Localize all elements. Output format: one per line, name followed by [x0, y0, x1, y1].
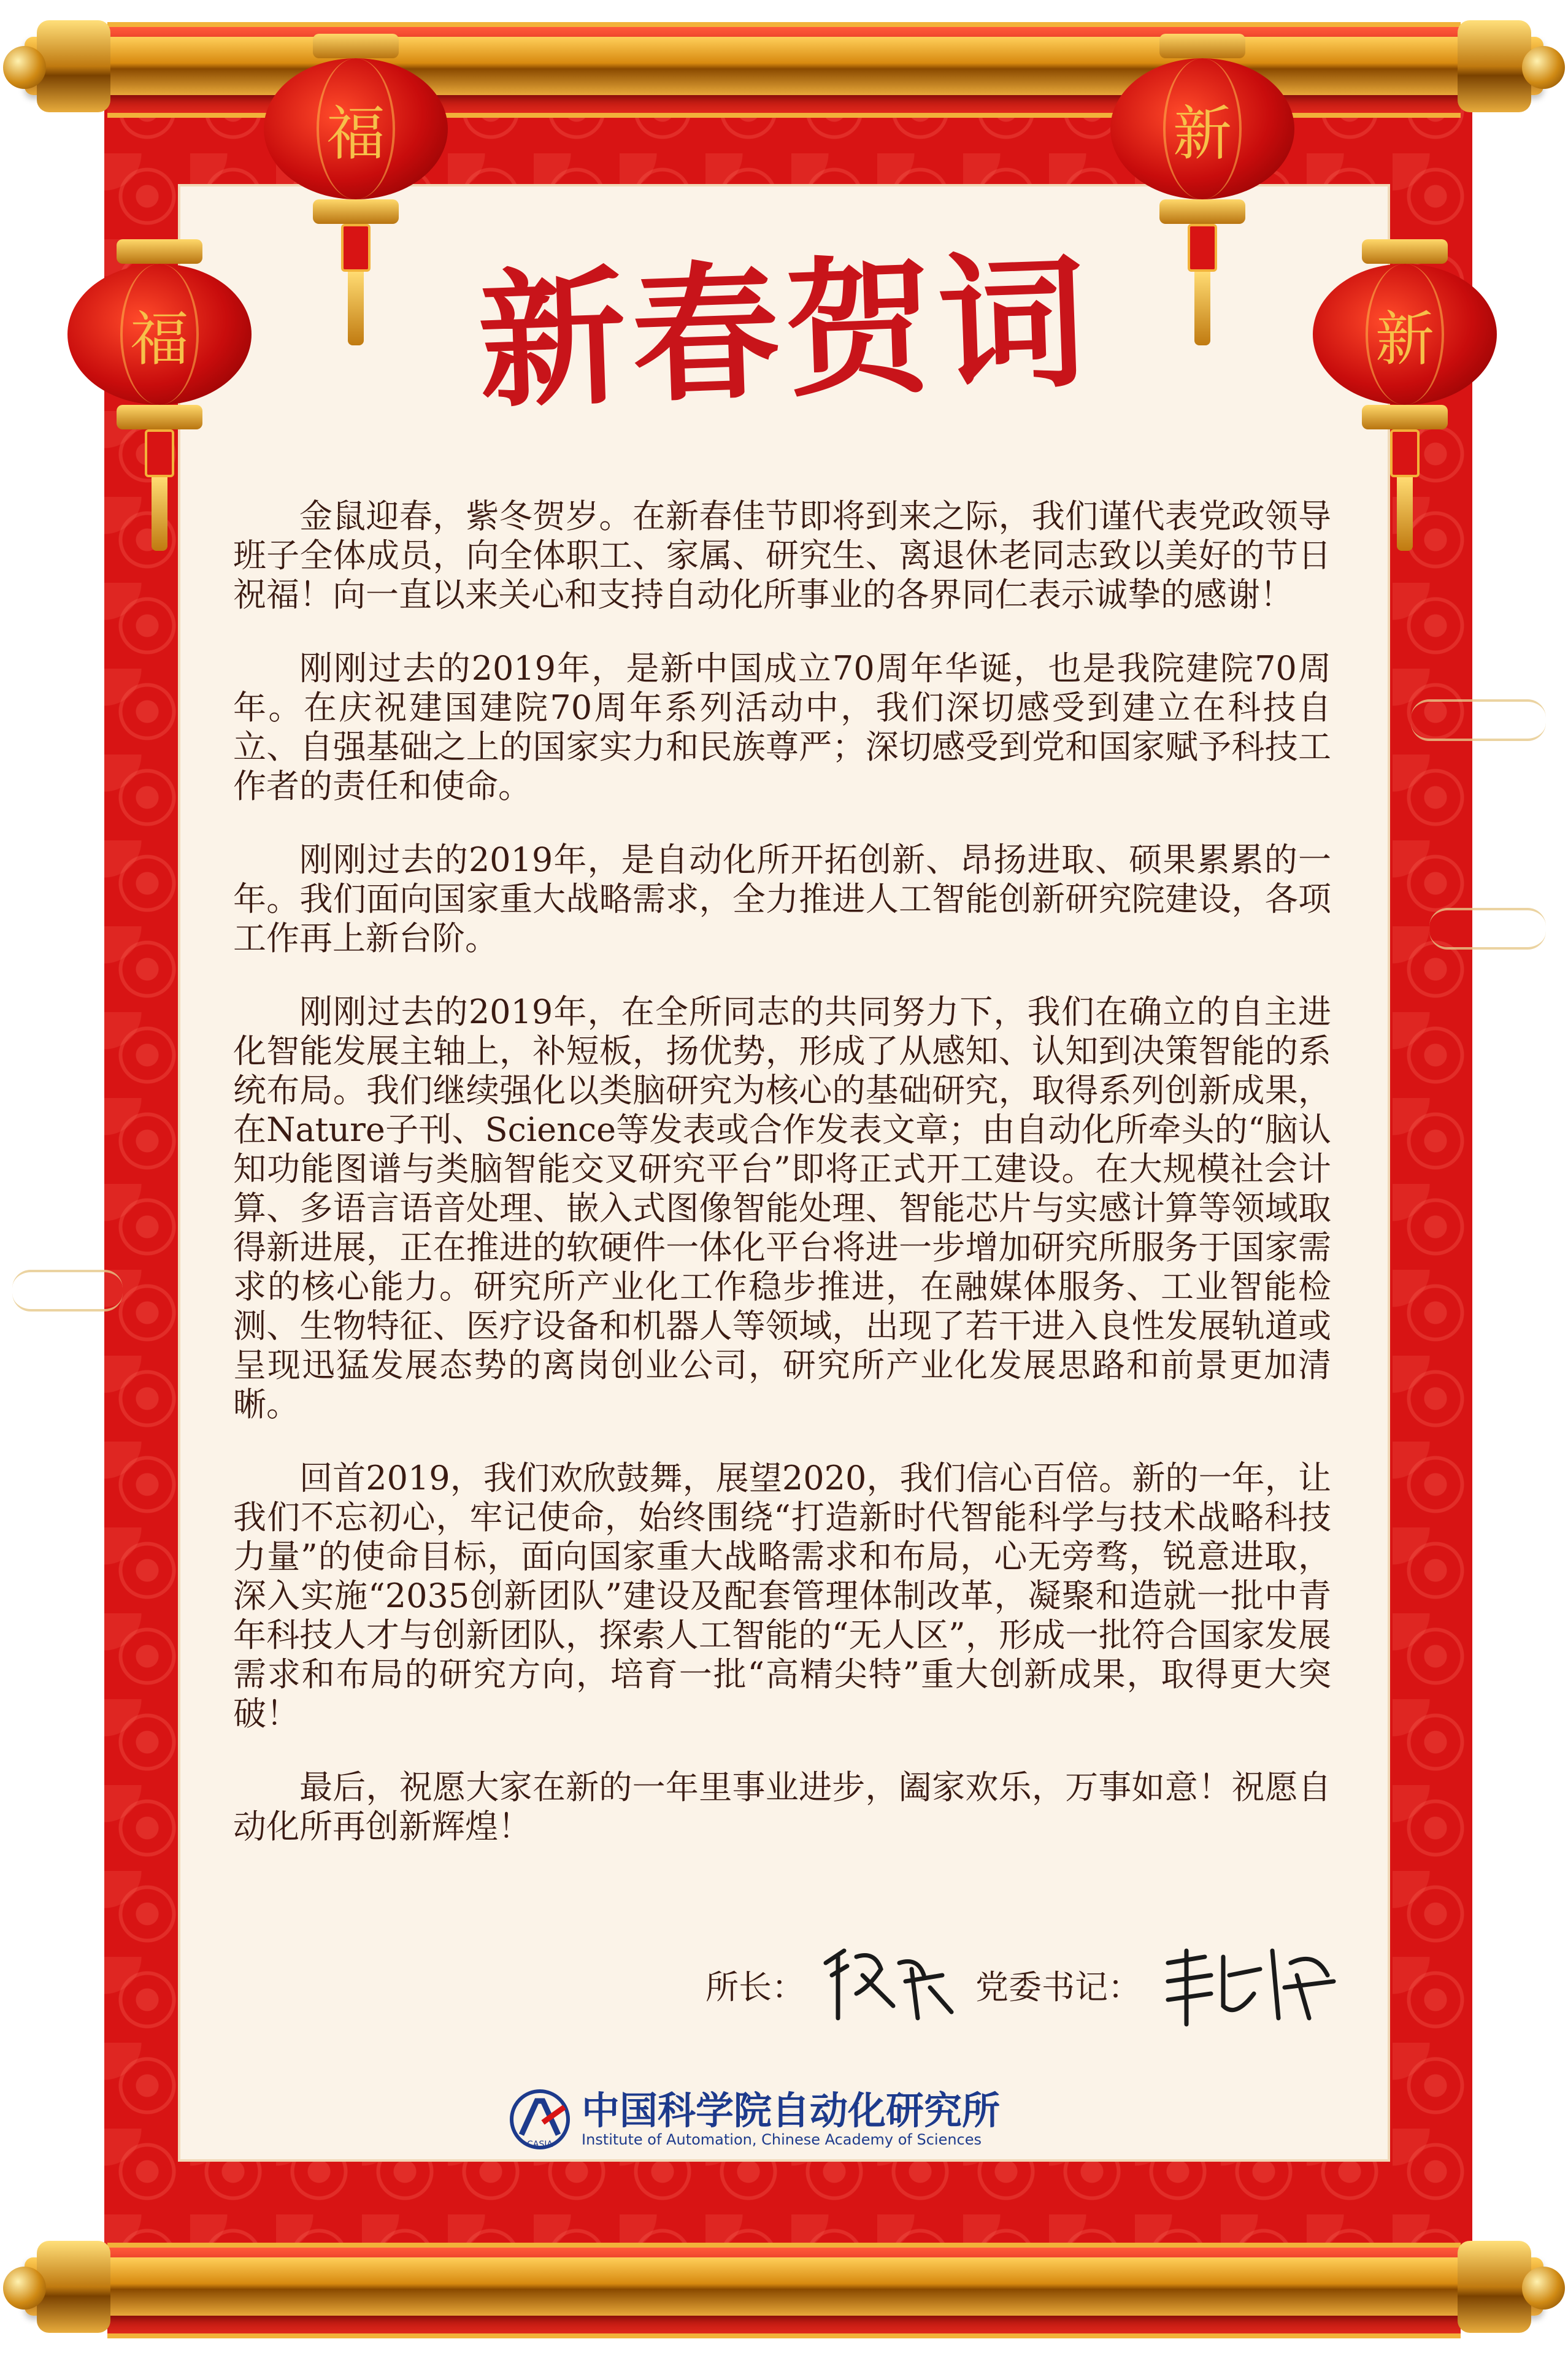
lantern-body: [1313, 264, 1497, 405]
lantern-cap: [1362, 405, 1448, 429]
paragraph: 回首2019，我们欢欣鼓舞，展望2020，我们信心百倍。新的一年，让我们不忘初心，牢记使命，始终围绕“打造新时代智能科学与技术战略科技力量”的使命目标，面向国家重大战略需求和布局，心无旁骛，锐意进取，深入实施“2035创新团队”建设及配套管理体制改革，凝聚和造就一批中青年科技人才与创新团队，探索人工智能的“无人区”，形成一批符合国家发展需求和布局的研究方向，培育一批“高精尖特”重大创新成果，取得更大突破！: [233, 1459, 1331, 1733]
lantern-tassel: [1194, 272, 1210, 345]
lantern-character: 福: [130, 304, 189, 374]
top-left-rod-knob: [3, 46, 46, 89]
director-handwritten-signature: [820, 1938, 961, 2030]
swirl-decoration: [1429, 908, 1546, 950]
paragraph: 刚刚过去的2019年，在全所同志的共同努力下，我们在确立的自主进化智能发展主轴上，补短板，扬优势，形成了从感知、认知到决策智能的系统布局。我们继续强化以类脑研究为核心的基础研究，取得系列创新成果，在Nature子刊、Science等发表或合作发表文章；由自动化所牵头的“脑认知功能图谱与类脑智能交叉研究平台”即将正式开工建设。在大规模社会计算、多语言语音处理、嵌入式图像智能处理、智能芯片与实感计算等领域取得新进展，正在推进的软硬件一体化平台将进一步增加研究所服务于国家需求的核心能力。研究所产业化工作稳步推进，在融媒体服务、工业智能检测、生物特征、医疗设备和机器人等领域，出现了若干进入良性发展轨道或呈现迅猛发展态势的离岗创业公司，研究所产业化发展思路和前景更加清晰。: [233, 993, 1331, 1424]
lantern-cap: [313, 199, 399, 224]
secretary-handwritten-signature: [1156, 1938, 1340, 2030]
lantern: [264, 34, 448, 345]
paragraph: 金鼠迎春，紫冬贺岁。在新春佳节即将到来之际，我们谨代表党政领导班子全体成员，向全体职工、家属、研究生、离退休老同志致以美好的节日祝福！向一直以来关心和支持自动化所事业的各界同仁表示诚挚的感谢！: [233, 497, 1331, 614]
top-right-rod-knob: [1522, 46, 1565, 89]
lantern-cap: [1362, 239, 1448, 264]
institute-name-en: Institute of Automation, Chinese Academy of Sciences: [582, 2131, 982, 2148]
bottom-right-rod-knob: [1522, 2267, 1565, 2310]
logo-abbreviation: CASIA: [527, 2140, 553, 2149]
institute-name-cn: 中国科学院自动化研究所: [582, 2088, 1001, 2133]
lantern-cap: [1159, 199, 1245, 224]
lantern-cap: [1159, 34, 1245, 58]
lantern-tassel: [152, 477, 167, 551]
lantern-cap: [117, 239, 202, 264]
top-left-rod-cap: [37, 20, 110, 112]
signature-line: [705, 1932, 1343, 2037]
lantern: [67, 239, 252, 551]
lantern-tassel: [348, 272, 364, 345]
swirl-decoration: [12, 1270, 123, 1311]
chinese-knot-icon: [1390, 429, 1420, 477]
bottom-left-rod-cap: [37, 2241, 110, 2333]
lantern: [1313, 239, 1497, 551]
page-title: 新春贺词: [475, 234, 1095, 429]
lantern-character: 新: [1375, 304, 1434, 374]
institute-logo: [509, 2086, 1061, 2153]
lantern-cap: [117, 405, 202, 429]
lantern-body: [67, 264, 252, 405]
secretary-label: 党委书记：: [975, 1967, 1141, 2007]
greeting-body: [233, 497, 1331, 1881]
chinese-knot-icon: [341, 224, 371, 272]
lantern-tassel: [1397, 477, 1413, 551]
paragraph: 刚刚过去的2019年，是新中国成立70周年华诞，也是我院建院70周年。在庆祝建国建院70周年系列活动中，我们深切感受到建立在科技自立、自强基础之上的国家实力和民族尊严；深切感受到党和国家赋予科技工作者的责任和使命。: [233, 649, 1331, 805]
paragraph: 最后，祝愿大家在新的一年里事业进步，阖家欢乐，万事如意！祝愿自动化所再创新辉煌！: [233, 1768, 1331, 1846]
lantern-body: [1110, 58, 1294, 199]
bottom-scroll-rod: [25, 2257, 1543, 2316]
lantern-character: 福: [326, 99, 385, 168]
lantern-cap: [313, 34, 399, 58]
swirl-decoration: [1411, 699, 1546, 741]
bottom-left-rod-knob: [3, 2267, 46, 2310]
lantern-character: 新: [1173, 99, 1232, 168]
lantern-body: [264, 58, 448, 199]
chinese-knot-icon: [1188, 224, 1217, 272]
logo-text: [582, 2088, 1001, 2148]
director-label: 所长：: [705, 1967, 805, 2007]
top-right-rod-cap: [1458, 20, 1531, 112]
chinese-knot-icon: [145, 429, 174, 477]
bottom-right-rod-cap: [1458, 2241, 1531, 2333]
top-scroll-rod: [25, 37, 1543, 95]
casia-logo-icon: [509, 2089, 571, 2150]
paragraph: 刚刚过去的2019年，是自动化所开拓创新、昂扬进取、硕果累累的一年。我们面向国家重大战略需求，全力推进人工智能创新研究院建设，各项工作再上新台阶。: [233, 840, 1331, 958]
